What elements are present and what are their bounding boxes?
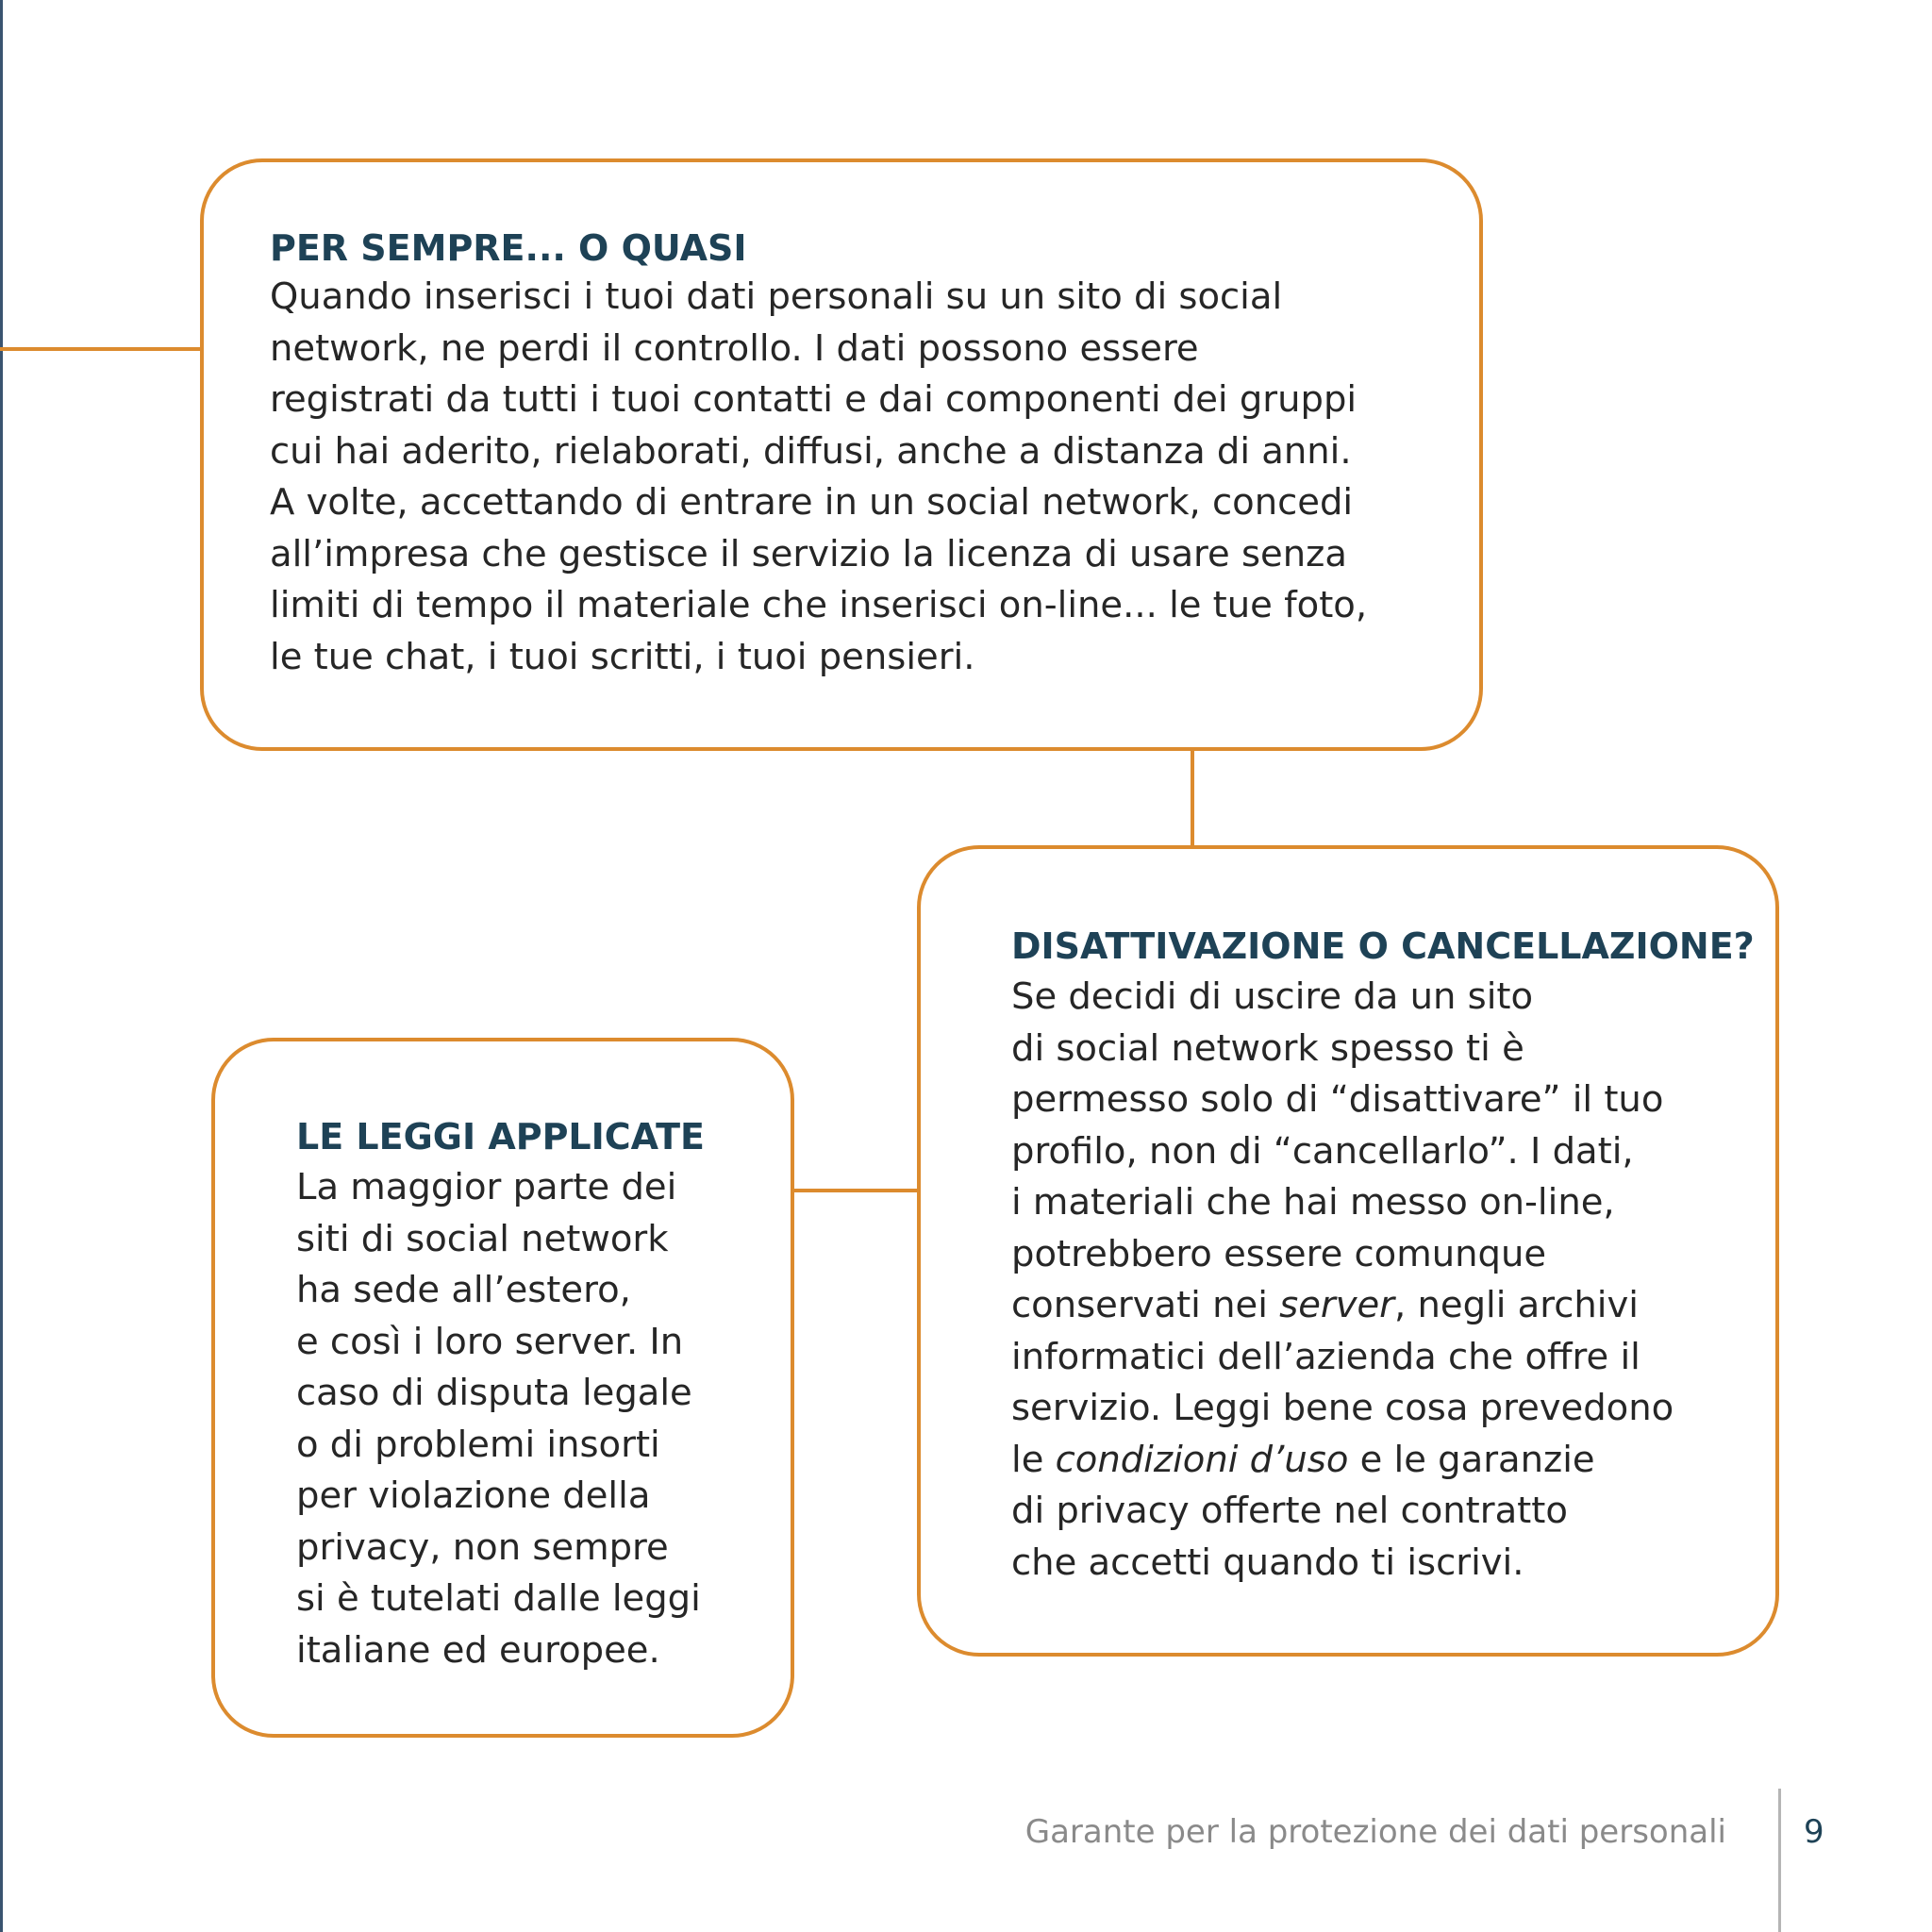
text-segment: conservati nei — [1011, 1284, 1280, 1326]
connector-line-vertical — [1191, 747, 1194, 847]
text-line: di privacy offerte nel contratto — [1011, 1490, 1568, 1532]
text-line: e così i loro server. In — [296, 1320, 684, 1363]
footer-divider — [1778, 1789, 1781, 1932]
text-line: che accetti quando ti iscrivi. — [1011, 1541, 1524, 1584]
box-text-laws — [296, 1162, 701, 1676]
text-line: Se decidi di uscire da un sito — [1011, 975, 1534, 1018]
italic-term-server: server — [1279, 1284, 1395, 1326]
text-line: profilo, non di “cancellarlo”. I dati, — [1011, 1129, 1634, 1173]
text-segment: , negli archivi — [1394, 1284, 1639, 1326]
page-number: 9 — [1804, 1813, 1824, 1851]
text-line: limiti di tempo il materiale che inserisci on-line... le tue foto, — [270, 584, 1368, 626]
text-line: le tue chat, i tuoi scritti, i tuoi pensieri. — [270, 635, 975, 678]
text-line: registrati da tutti i tuoi contatti e dai componenti dei gruppi — [270, 378, 1357, 421]
connector-line-left — [0, 347, 200, 351]
footer-publisher: Garante per la protezione dei dati personali — [1024, 1813, 1726, 1851]
italic-term-terms-of-use: condizioni d’uso — [1055, 1438, 1349, 1481]
box-title-deactivation: DISATTIVAZIONE O CANCELLAZIONE? — [1011, 925, 1755, 967]
text-line: italiane ed europee. — [296, 1628, 660, 1672]
connector-line-middle — [792, 1189, 919, 1192]
text-line: network, ne perdi il controllo. I dati possono essere — [270, 326, 1199, 370]
text-line: privacy, non sempre — [296, 1525, 669, 1569]
text-line: La maggior parte dei — [296, 1166, 677, 1208]
text-line: per violazione della — [296, 1474, 651, 1517]
left-edge-rule — [0, 0, 3, 1932]
text-line: ha sede all’estero, — [296, 1269, 631, 1311]
text-segment: le — [1011, 1438, 1056, 1481]
text-line: potrebbero essere comunque — [1011, 1232, 1547, 1275]
box-title-forever: PER SEMPRE... O QUASI — [270, 227, 747, 269]
box-title-laws: LE LEGGI APPLICATE — [296, 1116, 706, 1158]
text-line: all’impresa che gestisce il servizio la licenza di usare senza — [270, 532, 1347, 575]
text-segment: e le garanzie — [1348, 1438, 1595, 1481]
box-text-deactivation — [1011, 972, 1674, 1589]
text-line: di social network spesso ti è — [1011, 1026, 1524, 1070]
text-line: siti di social network — [296, 1217, 669, 1260]
text-line: o di problemi insorti — [296, 1423, 660, 1466]
text-line: i materiali che hai messo on-line, — [1011, 1181, 1615, 1224]
text-line: A volte, accettando di entrare in un social network, concedi — [270, 481, 1354, 524]
text-line: Quando inserisci i tuoi dati personali su un sito di social — [270, 275, 1283, 318]
text-line: permesso solo di “disattivare” il tuo — [1011, 1078, 1664, 1121]
text-line: informatici dell’azienda che offre il — [1011, 1335, 1641, 1378]
text-line: cui hai aderito, rielaborati, diffusi, anche a distanza di anni. — [270, 429, 1352, 473]
text-line: servizio. Leggi bene cosa prevedono — [1011, 1387, 1674, 1429]
box-text-forever — [270, 272, 1367, 683]
text-line — [1011, 1280, 1674, 1332]
text-line: si è tutelati dalle leggi — [296, 1577, 701, 1620]
text-line — [1011, 1435, 1674, 1487]
text-line: caso di disputa legale — [296, 1372, 692, 1414]
